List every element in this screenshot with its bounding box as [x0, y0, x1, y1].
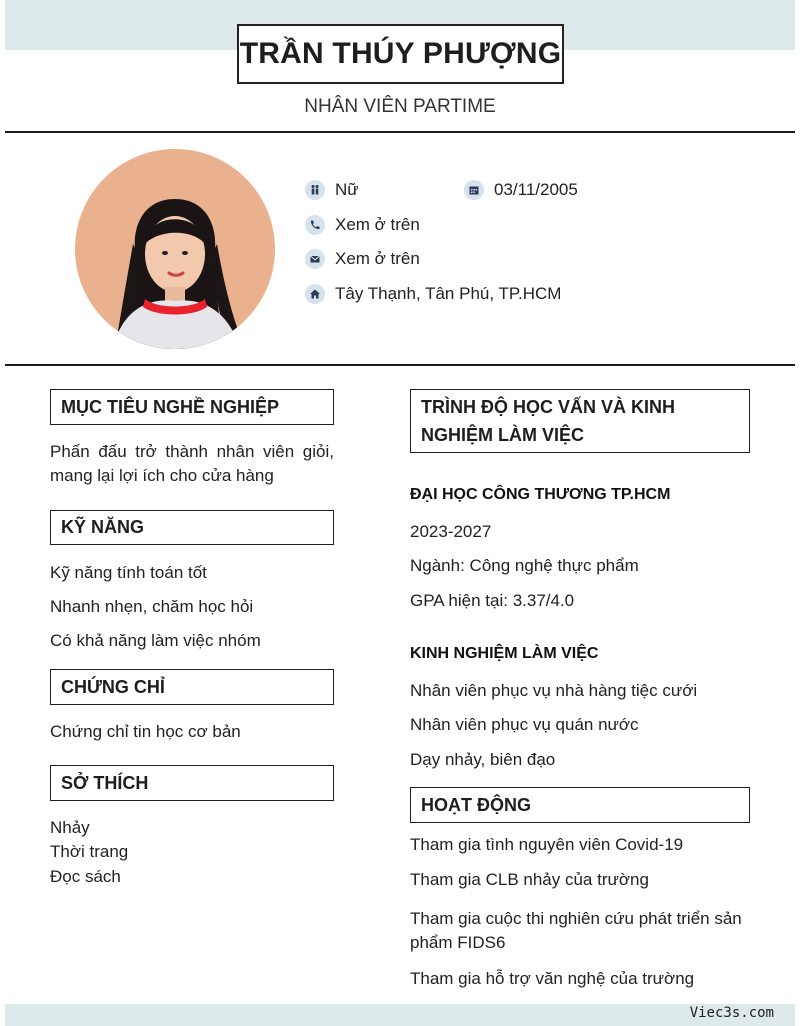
candidate-name: TRẦN THÚY PHƯỢNG: [239, 37, 562, 70]
brand-watermark: Viec3s.com: [689, 1005, 774, 1021]
activities-heading: [410, 787, 750, 823]
gender-value: Nữ: [335, 180, 359, 199]
mid-divider: [5, 364, 795, 366]
skill-item: Kỹ năng tính toán tốt: [50, 563, 207, 582]
phone-row: [305, 215, 420, 235]
skill-item: Có khả năng làm việc nhóm: [50, 631, 261, 650]
certificate-item: Chứng chỉ tin học cơ bản: [50, 722, 241, 741]
experience-item: Dạy nhảy, biên đạo: [410, 750, 556, 769]
mail-icon: [305, 249, 325, 269]
objective-title: MỤC TIÊU NGHỀ NGHIỆP: [61, 396, 280, 417]
education-major: Ngành: Công nghệ thực phẩm: [410, 556, 639, 575]
hobby-item: Thời trang: [50, 842, 129, 861]
hobbies-title: SỞ THÍCH: [61, 772, 149, 793]
phone-value: Xem ở trên: [335, 215, 420, 234]
skill-item: Nhanh nhẹn, chăm học hỏi: [50, 597, 254, 616]
education-heading: [410, 389, 750, 453]
certificates-heading: [50, 669, 334, 705]
bottom-band: [5, 1004, 795, 1026]
objective-heading: [50, 389, 334, 425]
certificates-title: CHỨNG CHỈ: [61, 676, 165, 697]
activity-item: Tham gia hỗ trợ văn nghệ của trường: [410, 969, 695, 988]
address-value: Tây Thạnh, Tân Phú, TP.HCM: [335, 284, 562, 303]
phone-icon: [305, 215, 325, 235]
activity-item: Tham gia tình nguyên viên Covid-19: [410, 835, 684, 854]
school-name: ĐẠI HỌC CÔNG THƯƠNG TP.HCM: [410, 486, 671, 503]
education-years: 2023-2027: [410, 522, 492, 541]
avatar: [75, 149, 275, 349]
hobby-item: Đọc sách: [50, 867, 121, 886]
activity-item: Tham gia cuộc thi nghiên cứu phát triển sản phẩm FIDS6: [410, 909, 742, 952]
gender-row: [305, 180, 359, 200]
address-row: [305, 284, 561, 304]
top-divider: [5, 131, 795, 133]
activity-item: Tham gia CLB nhảy của trường: [410, 870, 649, 889]
gender-icon: [305, 180, 325, 200]
birthdate-row: [464, 180, 578, 200]
email-row: [305, 249, 420, 269]
education-gpa: GPA hiện tại: 3.37/4.0: [410, 591, 575, 610]
email-value: Xem ở trên: [335, 249, 420, 268]
hobby-item: Nhảy: [50, 818, 90, 837]
hobbies-heading: [50, 765, 334, 801]
education-title: TRÌNH ĐỘ HỌC VẤN VÀ KINH NGHIỆM LÀM VIỆC: [421, 397, 676, 445]
objective-text: Phấn đấu trở thành nhân viên giỏi, mang lại lợi ích cho cửa hàng: [50, 442, 334, 485]
job-title: NHÂN VIÊN PARTIME: [304, 96, 496, 117]
activities-title: HOẠT ĐỘNG: [421, 794, 531, 815]
experience-item: Nhân viên phục vụ quán nước: [410, 715, 639, 734]
skills-title: KỸ NĂNG: [61, 517, 145, 537]
name-box: [237, 24, 564, 84]
birthdate-value: 03/11/2005: [494, 180, 578, 199]
skills-heading: [50, 510, 334, 545]
home-icon: [305, 284, 325, 304]
calendar-icon: [464, 180, 484, 200]
experience-title: KINH NGHIỆM LÀM VIỆC: [410, 645, 599, 662]
experience-item: Nhân viên phục vụ nhà hàng tiệc cưới: [410, 681, 698, 700]
